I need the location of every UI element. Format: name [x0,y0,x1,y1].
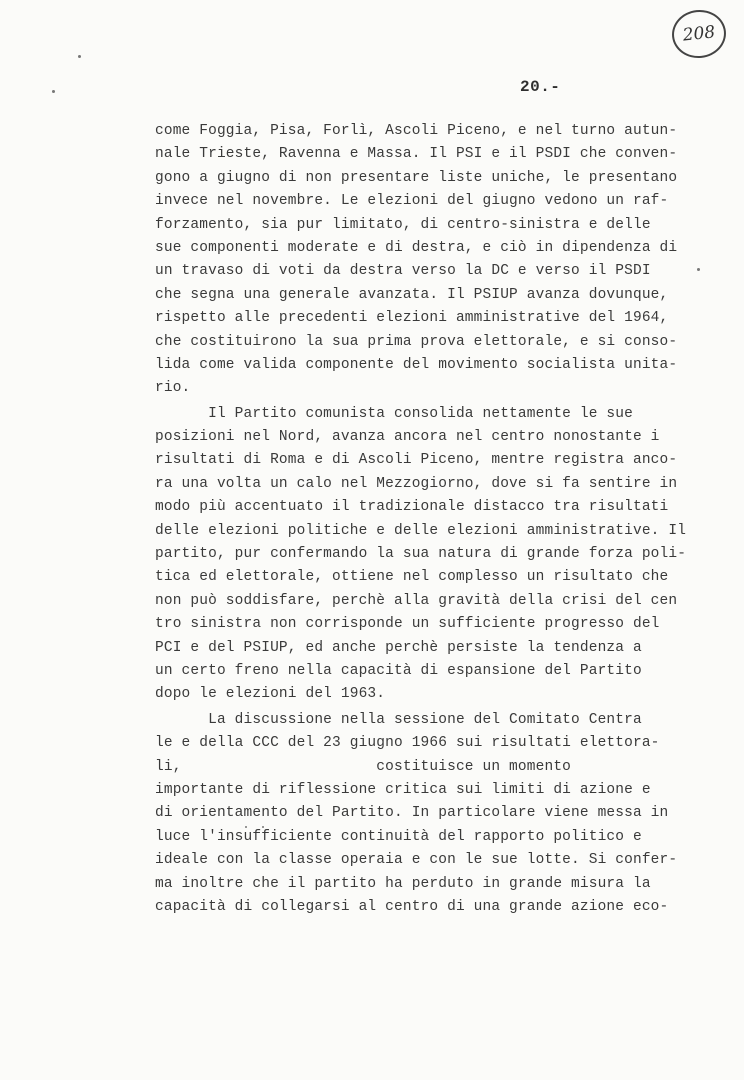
text-line: posizioni nel Nord, avanza ancora nel centro nonostante i [155,429,660,446]
text-line: un travaso di voti da destra verso la DC e verso il PSDI [155,263,651,280]
text-line: come Foggia, Pisa, Forlì, Ascoli Piceno, e nel turno autun- [155,123,678,139]
text-line: gono a giugno di non presentare liste uniche, le presentano [155,169,678,186]
text-line: delle elezioni politiche e delle elezioni amministrative. Il [155,522,687,539]
text-line: capacità di collegarsi al centro di una grande azione eco- [155,898,669,915]
text-line: modo più accentuato il tradizionale distacco tra risultati [155,499,669,516]
scan-speck [78,55,81,58]
text-line: risultati di Roma e di Ascoli Piceno, mentre registra anco- [155,452,678,469]
text-line: nale Trieste, Ravenna e Massa. Il PSI e il PSDI che conven- [155,146,678,163]
text-line: non può soddisfare, perchè alla gravità della crisi del cen [155,592,678,609]
text-line: ma inoltre che il partito ha perduto in grande misura la [155,875,651,892]
text-line: tro sinistra non corrisponde un sufficiente progresso del [155,616,660,633]
text-line: rispetto alle precedenti elezioni amministrative del 1964, [155,310,669,327]
text-line: luce l'insufficiente continuità del rapporto politico e [155,828,642,845]
text-line: PCI e del PSIUP, ed anche perchè persiste la tendenza a [155,639,642,656]
text-line: importante di riflessione critica sui limiti di azione e [155,781,651,798]
text-line: dopo le elezioni del 1963. [155,686,386,703]
text-line: Il Partito comunista consolida nettamente le sue [155,405,633,422]
text-line: che costituirono la sua prima prova elettorale, e si conso- [155,333,678,350]
text-line: forzamento, sia pur limitato, di centro-sinistra e delle [155,216,651,233]
text-line: sue componenti moderate e di destra, e ciò in dipendenza di [155,239,678,256]
text-line: partito, pur confermando la sua natura di grande forza poli- [155,546,687,563]
archive-stamp [670,7,729,60]
text-line: un certo freno nella capacità di espansione del Partito [155,662,642,679]
text-line: lida come valida componente del movimento socialista unita- [155,356,678,373]
text-line: tica ed elettorale, ottiene nel complesso un risultato che [155,569,669,586]
stamp-text: 208 [681,22,717,46]
text-line: le e della CCC del 23 giugno 1966 sui risultati elettora- [155,735,660,752]
text-line: La discussione nella sessione del Comitato Centra [155,711,642,728]
page-number: 20.- [520,78,561,96]
text-line: rio. [155,380,191,397]
scan-speck [697,268,700,271]
text-line: ra una volta un calo nel Mezzogiorno, dove si fa sentire in [155,475,678,492]
scan-speck [52,90,55,93]
text-line: di orientamento del Partito. In particolare viene messa in [155,805,669,822]
text-line: che segna una generale avanzata. Il PSIUP avanza dovunque, [155,286,669,303]
text-line: ideale con la classe operaia e con le sue lotte. Si confer- [155,852,678,869]
text-line: invece nel novembre. Le elezioni del giugno vedono un raf- [155,193,669,210]
text-line: li, costituisce un momento [155,758,572,775]
body-text [155,120,695,919]
